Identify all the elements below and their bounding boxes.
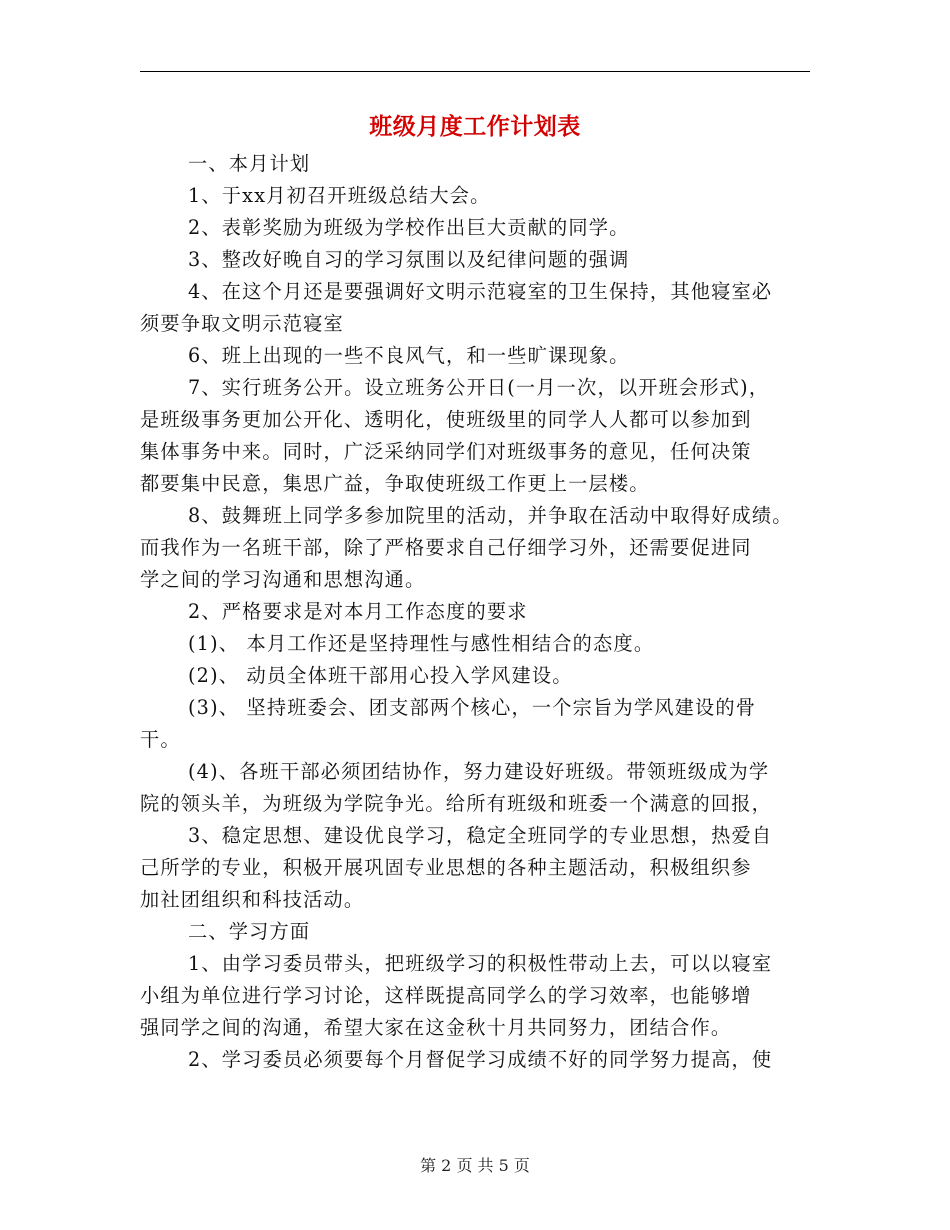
page-footer: 第 2 页 共 5 页 xyxy=(420,1156,530,1175)
header-rule xyxy=(140,71,810,72)
document-body xyxy=(140,148,812,1076)
text-line: 学之间的学习沟通和思想沟通。 xyxy=(140,568,426,591)
text-line: 是班级事务更加公开化、透明化，使班级里的同学人人都可以参加到 xyxy=(140,408,752,431)
text-line: 2、严格要求是对本月工作态度的要求 xyxy=(188,600,528,623)
text-line: 院的领头羊，为班级为学院争光。给所有班级和班委一个满意的回报， xyxy=(140,792,773,815)
text-line: 3、稳定思想、建设优良学习，稳定全班同学的专业思想，热爱自 xyxy=(188,824,773,847)
text-line: (2)、 动员全体班干部用心投入学风建设。 xyxy=(188,664,573,687)
text-line: 加社团组织和科技活动。 xyxy=(140,888,365,911)
text-line: 都要集中民意，集思广益，争取使班级工作更上一层楼。 xyxy=(140,472,650,495)
text-line: 强同学之间的沟通，希望大家在这金秋十月共同努力，团结合作。 xyxy=(140,1016,732,1039)
text-line: 小组为单位进行学习讨论，这样既提高同学么的学习效率，也能够增 xyxy=(140,984,752,1007)
text-line: 3、整改好晚自习的学习氛围以及纪律问题的强调 xyxy=(188,248,630,271)
text-line: (1)、 本月工作还是坚持理性与感性相结合的态度。 xyxy=(188,632,655,655)
text-line: 须要争取文明示范寝室 xyxy=(140,312,344,335)
text-line: (3)、 坚持班委会、团支部两个核心，一个宗旨为学风建设的骨 xyxy=(188,696,757,719)
text-line: 2、表彰奖励为班级为学校作出巨大贡献的同学。 xyxy=(188,216,630,239)
text-line: 二、学习方面 xyxy=(188,920,311,943)
text-line: 4、在这个月还是要强调好文明示范寝室的卫生保持，其他寝室必 xyxy=(188,280,773,303)
text-line: 干。 xyxy=(140,728,181,751)
document-title: 班级月度工作计划表 xyxy=(369,114,581,140)
text-line: 6、班上出现的一些不良风气，和一些旷课现象。 xyxy=(188,344,630,367)
text-line: 集体事务中来。同时，广泛采纳同学们对班级事务的意见，任何决策 xyxy=(140,440,752,463)
text-line: (4)、各班干部必须团结协作，努力建设好班级。带领班级成为学 xyxy=(188,760,770,783)
text-line: 7、实行班务公开。设立班务公开日(一月一次，以开班会形式)， xyxy=(188,376,770,399)
text-line: 8、鼓舞班上同学多参加院里的活动，并争取在活动中取得好成绩。 xyxy=(188,504,793,527)
text-line: 己所学的专业，积极开展巩固专业思想的各种主题活动，积极组织参 xyxy=(140,856,752,879)
text-line: 而我作为一名班干部，除了严格要求自己仔细学习外，还需要促进同 xyxy=(140,536,752,559)
text-line: 1、由学习委员带头，把班级学习的积极性带动上去，可以以寝室 xyxy=(188,952,773,975)
text-line: 一、本月计划 xyxy=(188,152,311,175)
text-line: 2、学习委员必须要每个月督促学习成绩不好的同学努力提高，使 xyxy=(188,1048,773,1071)
text-line: 1、于xx月初召开班级总结大会。 xyxy=(188,184,491,207)
